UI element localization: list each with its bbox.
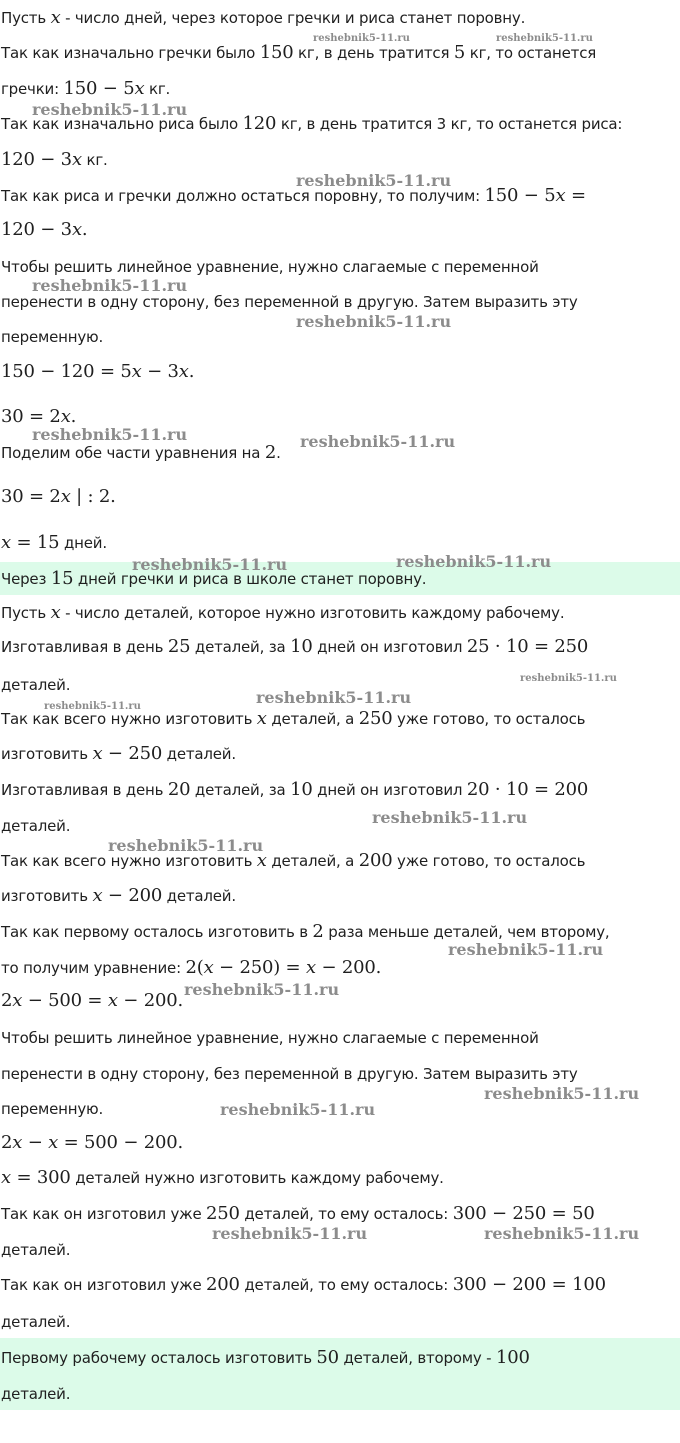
- s2-line-10: Так как первому осталось изготовить в 2 раза меньше деталей, чем второму,: [1, 921, 610, 942]
- s1-line-14: 30 = 2x | : 2.: [1, 486, 116, 507]
- watermark: reshebnik5-11.ru: [220, 1100, 376, 1119]
- s1-line-15: x = 15 дней.: [1, 532, 107, 553]
- s2-line-8: Так как всего нужно изготовить x деталей, а 200 уже готово, то осталось: [1, 850, 586, 871]
- s2-line-9: изготовить x − 200 деталей.: [1, 885, 236, 906]
- watermark: reshebnik5-11.ru: [184, 980, 340, 999]
- s2-line-16: 2x − x = 500 − 200.: [1, 1132, 183, 1153]
- s1-line-8: Чтобы решить линейное уравнение, нужно слагаемые с переменной: [1, 258, 539, 276]
- s1-line-9: перенести в одну сторону, без переменной в другую. Затем выразить эту: [1, 293, 578, 311]
- s2-line-17: x = 300 деталей нужно изготовить каждому рабочему.: [1, 1167, 444, 1188]
- s1-line-3: гречки: 150 − 5x кг.: [1, 78, 171, 99]
- s1-line-12: 30 = 2x.: [1, 406, 77, 427]
- s2-line-14: перенести в одну сторону, без переменной в другую. Затем выразить эту: [1, 1065, 578, 1083]
- s1-line-4: Так как изначально риса было 120 кг, в день тратится 3 кг, то останется риса:: [1, 113, 623, 134]
- s1-line-1: Пусть x - число дней, через которое гречки и риса станет поровну.: [1, 7, 526, 28]
- watermark: reshebnik5-11.ru: [212, 1224, 368, 1243]
- watermark: reshebnik5-11.ru: [396, 552, 552, 571]
- s1-answer: Через 15 дней гречки и риса в школе станет поровну.: [1, 568, 427, 589]
- watermark: reshebnik5-11.ru: [32, 276, 188, 295]
- watermark: reshebnik5-11.ru: [448, 940, 604, 959]
- watermark: reshebnik5-11.ru: [296, 171, 452, 190]
- s2-line-1: Пусть x - число деталей, которое нужно изготовить каждому рабочему.: [1, 602, 565, 623]
- watermark: reshebnik5-11.ru: [372, 808, 528, 827]
- s1-line-5: 120 − 3x кг.: [1, 149, 108, 170]
- watermark: reshebnik5-11.ru: [300, 432, 456, 451]
- s2-line-13: Чтобы решить линейное уравнение, нужно слагаемые с переменной: [1, 1029, 539, 1047]
- watermark: reshebnik5-11.ru: [520, 673, 617, 684]
- watermark: reshebnik5-11.ru: [108, 836, 264, 855]
- s2-line-3: деталей.: [1, 676, 71, 694]
- watermark: reshebnik5-11.ru: [296, 312, 452, 331]
- s1-line-11: 150 − 120 = 5x − 3x.: [1, 361, 195, 382]
- s2-line-20: Так как он изготовил уже 200 деталей, то ему осталось: 300 − 200 = 100: [1, 1274, 606, 1295]
- s2-line-7: деталей.: [1, 817, 71, 835]
- s1-line-6: Так как риса и гречки должно остаться поровну, то получим: 150 − 5x =: [1, 185, 586, 206]
- s2-line-2: Изготавливая в день 25 деталей, за 10 дней он изготовил 25 · 10 = 250: [1, 636, 589, 657]
- watermark: reshebnik5-11.ru: [484, 1224, 640, 1243]
- s2-line-18: Так как он изготовил уже 250 деталей, то ему осталось: 300 − 250 = 50: [1, 1203, 595, 1224]
- s2-line-6: Изготавливая в день 20 деталей, за 10 дней он изготовил 20 · 10 = 200: [1, 779, 589, 800]
- watermark: reshebnik5-11.ru: [256, 688, 412, 707]
- s2-line-15: переменную.: [1, 1100, 104, 1118]
- s2-line-4: Так как всего нужно изготовить x деталей, а 250 уже готово, то осталось: [1, 708, 586, 729]
- s2-answer-line-1: Первому рабочему осталось изготовить 50 деталей, второму - 100: [1, 1347, 530, 1368]
- watermark: reshebnik5-11.ru: [496, 33, 593, 44]
- s2-line-5: изготовить x − 250 деталей.: [1, 743, 236, 764]
- watermark: reshebnik5-11.ru: [313, 33, 410, 44]
- s2-line-12: 2x − 500 = x − 200.: [1, 990, 183, 1011]
- watermark: reshebnik5-11.ru: [32, 100, 188, 119]
- watermark: reshebnik5-11.ru: [44, 701, 141, 712]
- watermark: reshebnik5-11.ru: [484, 1084, 640, 1103]
- s2-line-19: деталей.: [1, 1241, 71, 1259]
- s1-line-2: Так как изначально гречки было 150 кг, в день тратится 5 кг, то останется: [1, 42, 597, 63]
- s1-line-13: Поделим обе части уравнения на 2.: [1, 442, 281, 463]
- watermark: reshebnik5-11.ru: [32, 425, 188, 444]
- s1-line-10: переменную.: [1, 328, 104, 346]
- s2-line-11: то получим уравнение: 2(x − 250) = x − 200.: [1, 957, 382, 978]
- s2-answer-line-2: деталей.: [1, 1385, 71, 1403]
- s2-line-21: деталей.: [1, 1313, 71, 1331]
- watermark: reshebnik5-11.ru: [132, 555, 288, 574]
- s1-line-7: 120 − 3x.: [1, 219, 88, 240]
